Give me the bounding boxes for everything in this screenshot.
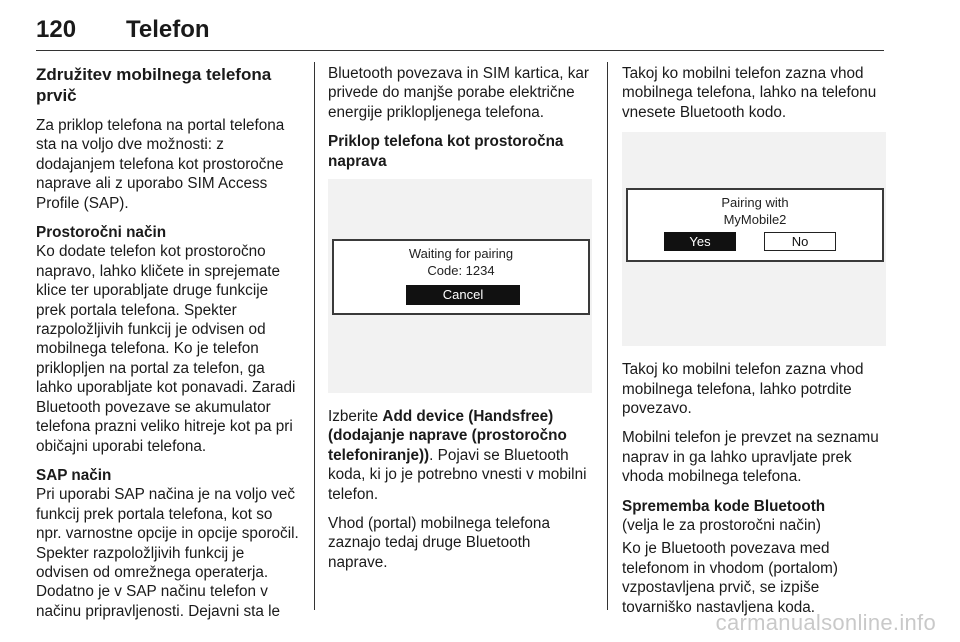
column-1	[36, 64, 300, 631]
change-code-subheading: (velja le za prostoročni način)	[622, 517, 821, 535]
screen-line: Pairing with	[721, 195, 789, 211]
display-screen	[626, 188, 884, 262]
intro-paragraph: Za priklop telefona na portal telefona sta na voljo dve možnosti: z dodajanjem telefona kot prostoročne naprave ali z uporabo SIM Access Profile (SAP).	[36, 117, 285, 212]
display-screen	[332, 239, 590, 315]
watermark: carmanualsonline.info	[715, 610, 936, 635]
column-2	[328, 64, 594, 582]
sap-paragraph: Pri uporabi SAP načina je na voljo več funkcij prek portala telefona, kot so npr. varnostne opcije in opcije sporočil. Spekter razpoložljivih funkcij je odvisen od omrežnega operaterja. Dodatno je v SAP načinu telefon v načinu pripravljenosti. Dejavni sta le	[36, 486, 299, 620]
column-divider	[314, 62, 315, 610]
column-divider	[607, 62, 608, 610]
pairing-screen-figure	[328, 179, 592, 393]
handsfree-heading: Prostoročni način	[36, 224, 167, 242]
screen-line: Waiting for pairing	[408, 246, 514, 262]
handsfree-paragraph: Ko dodate telefon kot prostoročno napravo, lahko kličete in sprejemate klice ter uporabljate druge funkcije prek portala telefona. Spekter razpoložljivih funkcij je odvisen od mobilnega telefona. Ko je telefon priklopljen na portal za telefon, ga lahko uporabljate kot ponavadi. Zaradi Bluetooth povezave se akumulator telefona prazni veliko hitreje kot pa pri običajni uporabi telefona.	[36, 243, 296, 455]
enter-code-paragraph: Takoj ko mobilni telefon zazna vhod mobilnega telefona, lahko na telefonu vnesete Bluetooth kodo.	[622, 65, 877, 121]
sap-heading: SAP način	[36, 466, 112, 484]
column-3	[622, 64, 888, 627]
change-code-heading: Sprememba kode Bluetooth	[622, 497, 826, 515]
adopted-paragraph: Mobilni telefon je prevzet na seznamu naprav in ga lahko upravljate prek vhoda mobilnega telefona.	[622, 429, 879, 486]
detect-paragraph: Vhod (portal) mobilnega telefona zaznajo tedaj druge Bluetooth naprave.	[328, 515, 550, 571]
continued-paragraph: Bluetooth povezava in SIM kartica, kar privede do manjše porabe električne energije priklopljenega telefona.	[328, 65, 590, 121]
pairing-heading: Priklop telefona kot prostoročna naprava	[328, 133, 564, 170]
no-button[interactable]: No	[764, 232, 836, 251]
select-paragraph	[328, 407, 594, 504]
select-text: . Pojavi se Bluetooth koda, ki jo je potrebno vnesti v mobilni telefon.	[328, 446, 587, 503]
change-code-paragraph: Ko je Bluetooth povezava med telefonom in vhodom (portalom) vzpostavljena prvič, se izpiše tovarniško nastavljena koda.	[622, 540, 838, 616]
page-header	[36, 10, 884, 51]
confirm-paragraph: Takoj ko mobilni telefon zazna vhod mobilnega telefona, lahko potrdite povezavo.	[622, 361, 864, 418]
menu-item-name: Add device (Handsfree) (dodajanje naprave (prostoročno telefoniranje))	[328, 408, 567, 464]
select-text: Izberite	[328, 408, 383, 426]
yes-button[interactable]: Yes	[664, 232, 736, 251]
cancel-button[interactable]: Cancel	[406, 285, 520, 305]
section-title: Telefon	[126, 16, 210, 43]
screen-device: MyMobile2	[723, 212, 787, 228]
page-number: 120	[36, 16, 77, 43]
section-heading: Združitev mobilnega telefona prvič	[36, 65, 272, 105]
confirm-screen-figure	[622, 132, 886, 346]
screen-code: Code: 1234	[427, 263, 495, 279]
